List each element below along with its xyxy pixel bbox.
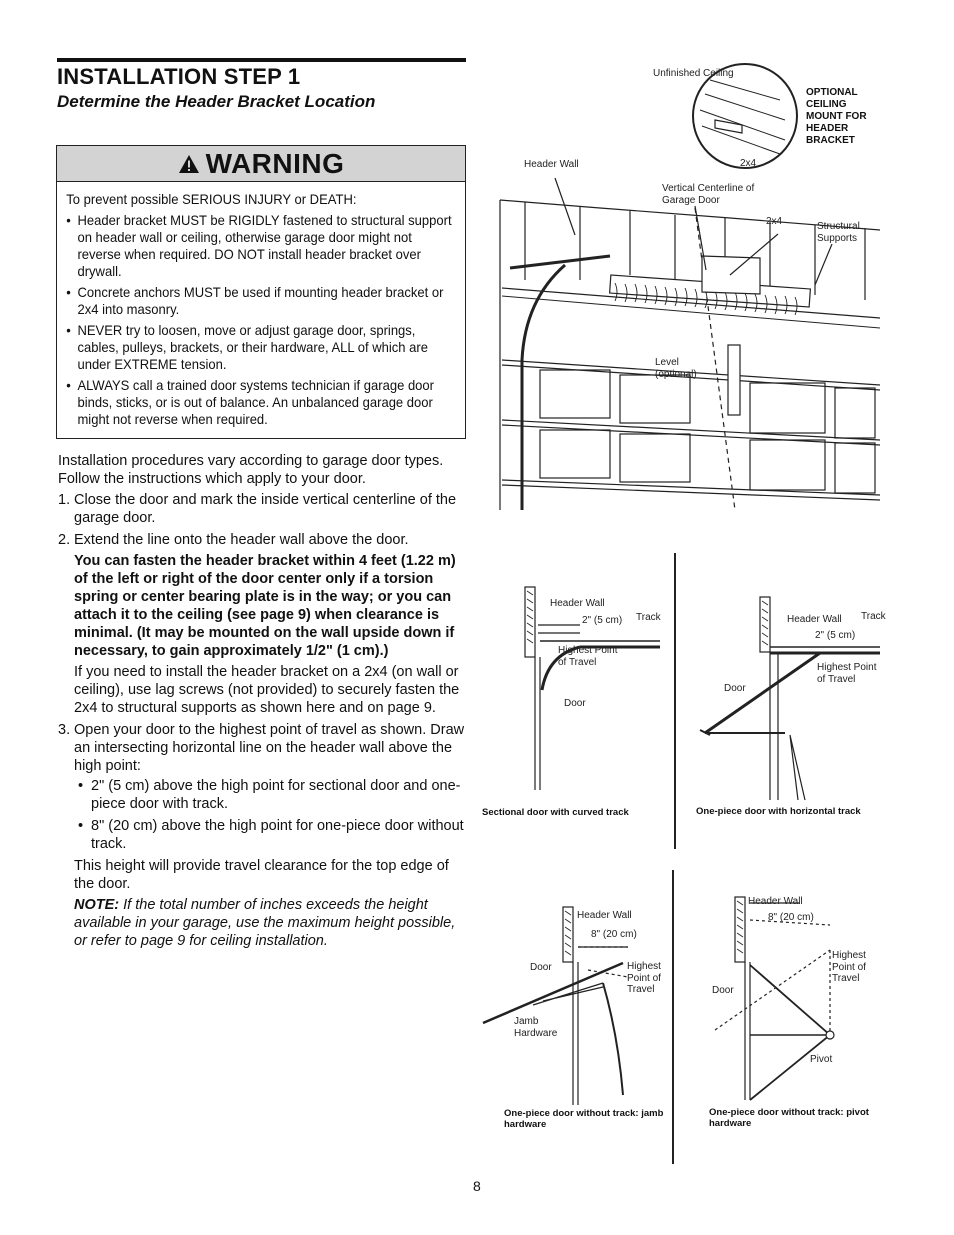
- figure-caption: One-piece door without track: jamb hardware: [504, 1108, 664, 1130]
- step-2-bold-note: You can fasten the header bracket within 4 feet (1.22 m) of the left or right of the door center only if a torsion spring or center bearing plate is in the way; or you can attach it to the ceiling (see page 9) when clearance is minimal. (It may be mounted on the wall upside down if necessary, to gain approximately 1/2" (1 cm).): [74, 553, 456, 659]
- step-2: [58, 531, 468, 717]
- warning-heading: WARNING: [205, 147, 345, 179]
- label-track: Track: [861, 611, 886, 622]
- step-text: Extend the line onto the header wall above the door.: [74, 532, 409, 548]
- label-highest-point: Highest Point of Travel: [817, 662, 877, 685]
- label-measure: 8" (20 cm): [591, 929, 637, 940]
- warning-item: • NEVER try to loosen, move or adjust garage door, springs, cables, pulleys, brackets, or their hardware, ALL of which are under EXTREME tension.: [66, 322, 457, 373]
- warning-intro: To prevent possible SERIOUS INJURY or DEATH:: [66, 191, 357, 207]
- note-text: If the total number of inches exceeds the height available in your garage, use the maximum height possible, or refer to page 9 for ceiling installation.: [74, 897, 456, 949]
- warning-header: [57, 146, 465, 182]
- title-rule: [57, 58, 466, 62]
- instructions: [58, 452, 468, 954]
- warning-triangle-icon: [178, 154, 200, 174]
- step-number: 2.: [58, 532, 71, 548]
- step-2-extra: If you need to install the header bracket on a 2x4 (on wall or ceiling), use lag screws (not provided) to securely fasten the 2x4 to structural supports as shown here and on page 9.: [74, 664, 460, 716]
- note-label: NOTE:: [74, 897, 120, 913]
- label-pivot: Pivot: [810, 1054, 833, 1065]
- step-3-bullets: [74, 777, 468, 853]
- label-jamb-hardware: Jamb Hardware: [514, 1016, 558, 1039]
- label-header-wall: Header Wall: [524, 159, 579, 170]
- step-text: Open your door to the highest point of travel as shown. Draw an intersecting horizontal line on the header wall above the high point:: [74, 722, 465, 774]
- step-1: [58, 491, 468, 527]
- label-measure: 2" (5 cm): [815, 630, 856, 641]
- label-vertical-centerline: Vertical Centerline of Garage Door: [662, 183, 755, 206]
- page-title: INSTALLATION STEP 1: [57, 64, 301, 89]
- label-door: Door: [530, 962, 552, 973]
- label-door: Door: [724, 683, 746, 694]
- label-highest-point: Highest Point of Travel: [832, 950, 866, 984]
- label-measure: 2" (5 cm): [582, 615, 623, 626]
- warning-item: • ALWAYS call a trained door systems technician if garage door binds, sticks, or is out of balance. An unbalanced garage door might not reverse when required.: [66, 377, 457, 428]
- bullet-item: • 8" (20 cm) above the high point for one-piece door without track.: [74, 817, 468, 853]
- label-header-wall: Header Wall: [550, 598, 605, 609]
- one-piece-track-diagram: [690, 595, 890, 805]
- label-2x4-ceiling: 2x4: [740, 158, 757, 169]
- label-level: Level (optional): [655, 357, 697, 380]
- page-number: 8: [473, 1178, 481, 1194]
- label-header-wall: Header Wall: [787, 614, 842, 625]
- figure-caption: One-piece door without track: pivot hardware: [709, 1107, 869, 1129]
- steps-list: [58, 491, 468, 950]
- page-subtitle: Determine the Header Bracket Location: [57, 92, 376, 111]
- instructions-intro: Installation procedures vary according to garage door types. Follow the instructions which apply to your door.: [58, 453, 444, 487]
- label-door: Door: [564, 698, 586, 709]
- step-3: [58, 721, 468, 950]
- step-number: 1.: [58, 492, 71, 508]
- warning-body: [57, 182, 466, 428]
- step-text: Close the door and mark the inside vertical centerline of the garage door.: [74, 492, 457, 526]
- warning-item: • Concrete anchors MUST be used if mounting header bracket or 2x4 into masonry.: [66, 284, 457, 318]
- label-structural-supports: Structural Supports: [817, 221, 860, 244]
- label-header-wall: Header Wall: [748, 896, 803, 907]
- warning-list: [66, 212, 457, 428]
- figure-divider: [674, 553, 676, 849]
- label-measure: 8" (20 cm): [768, 912, 814, 923]
- figure-caption: One-piece door with horizontal track: [696, 806, 861, 817]
- step-number: 3.: [58, 722, 71, 738]
- warning-box: [56, 145, 466, 439]
- note: [74, 896, 468, 950]
- step-3-after: This height will provide travel clearance for the top edge of the door.: [74, 858, 449, 892]
- label-2x4-wall: 2x4: [766, 216, 783, 227]
- bullet-item: • 2" (5 cm) above the high point for sectional door and one-piece door with track.: [74, 777, 468, 813]
- label-optional-mount: OPTIONAL CEILING MOUNT FOR HEADER BRACKET: [806, 87, 867, 146]
- label-door: Door: [712, 985, 734, 996]
- jamb-hardware-diagram: [478, 905, 673, 1110]
- label-unfinished-ceiling: Unfinished Ceiling: [653, 68, 734, 79]
- warning-item: • Header bracket MUST be RIGIDLY fastened to structural support on header wall or ceiling, otherwise garage door might not reverse when required. DO NOT install header bracket over drywall.: [66, 212, 457, 280]
- label-highest-point: Highest Point of Travel: [627, 961, 661, 995]
- pivot-hardware-diagram: [700, 895, 880, 1105]
- figure-caption: Sectional door with curved track: [482, 807, 629, 818]
- label-track: Track: [636, 612, 661, 623]
- label-header-wall: Header Wall: [577, 910, 632, 921]
- label-highest-point: Highest Point of Travel: [558, 645, 618, 668]
